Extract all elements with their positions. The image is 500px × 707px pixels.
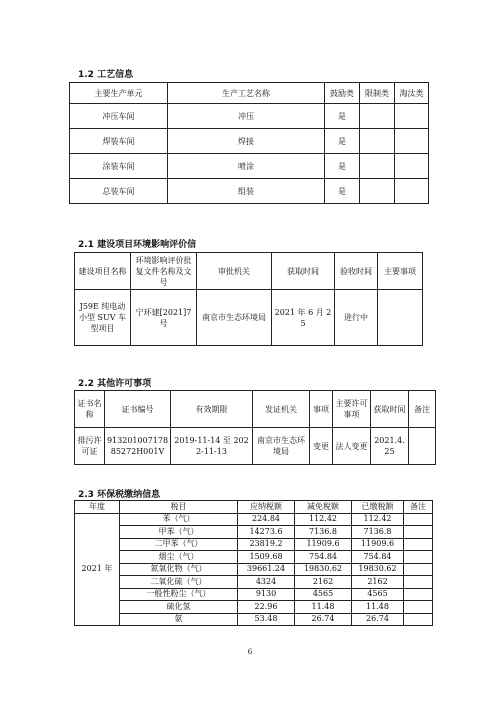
table-cell: 26.74 <box>352 613 404 626</box>
table-cell: 53.48 <box>238 613 295 626</box>
table-row <box>70 179 429 204</box>
table-cell: 氮氧化物（气） <box>120 563 238 576</box>
column-header: 主要事项 <box>378 253 423 290</box>
table-row <box>75 613 433 626</box>
table-cell: 39661.24 <box>238 563 295 576</box>
column-header: 主要生产单元 <box>70 83 168 104</box>
table-cell: 2162 <box>352 576 404 589</box>
table-cell: 26.74 <box>295 613 352 626</box>
table-cell <box>404 601 433 614</box>
section-title-tax: 2.3 环保税缴纳信息 <box>78 490 161 500</box>
table-cell: 19830.62 <box>352 563 404 576</box>
table-cell <box>404 588 433 601</box>
page-number: 6 <box>247 648 253 656</box>
column-header: 淘汰类 <box>395 83 429 104</box>
table-cell: 7136.8 <box>352 526 404 539</box>
table-cell: 4565 <box>352 588 404 601</box>
table-cell <box>409 428 436 465</box>
table-cell: 排污许可证 <box>75 428 105 465</box>
table-row <box>75 588 433 601</box>
table-cell: 224.84 <box>238 513 295 526</box>
table-cell <box>360 154 395 179</box>
table-cell: 11909.6 <box>352 538 404 551</box>
table-cell: 喷涂 <box>168 154 325 179</box>
permit-table <box>74 390 436 465</box>
table-cell: 4565 <box>295 588 352 601</box>
table-cell <box>404 551 433 564</box>
table-cell: 19830.62 <box>295 563 352 576</box>
table-cell: 变更 <box>310 428 333 465</box>
table-cell: 法人变更 <box>333 428 371 465</box>
column-header: 建设项目名称 <box>75 253 131 290</box>
column-header: 年度 <box>75 501 120 514</box>
table-cell: 烟尘（气） <box>120 551 238 564</box>
table-cell: 是 <box>325 104 360 129</box>
column-header: 事项 <box>310 391 333 428</box>
section-title-process: 1.2 工艺信息 <box>78 70 134 80</box>
column-header: 税目 <box>120 501 238 514</box>
table-cell: 91320100717885272H001V <box>105 428 171 465</box>
column-header: 证书编号 <box>105 391 171 428</box>
column-header: 获取时间 <box>272 253 335 290</box>
table-cell: 南京市生态环境局 <box>197 290 272 346</box>
table-cell: 总装车间 <box>70 179 168 204</box>
table-cell: 二氧化硫（气） <box>120 576 238 589</box>
column-header: 证书名称 <box>75 391 105 428</box>
table-cell: 11909.6 <box>295 538 352 551</box>
column-header: 发证机关 <box>253 391 310 428</box>
table-cell <box>395 104 429 129</box>
table-cell: 7136.8 <box>295 526 352 539</box>
table-cell <box>360 179 395 204</box>
table-header-row <box>75 391 436 428</box>
table-cell: 进行中 <box>335 290 378 346</box>
table-cell: 宁环建[2021]7号 <box>131 290 197 346</box>
table-row <box>75 563 433 576</box>
table-cell <box>404 576 433 589</box>
table-row <box>75 428 436 465</box>
table-cell: 二甲苯（气） <box>120 538 238 551</box>
table-cell: 苯（气） <box>120 513 238 526</box>
table-cell <box>360 104 395 129</box>
process-table <box>69 82 429 204</box>
column-header: 获取时间 <box>371 391 409 428</box>
table-cell: J59E 纯电动小型 SUV 车型项目 <box>75 290 131 346</box>
column-header: 环境影响评价批复文件名称及文号 <box>131 253 197 290</box>
table-cell: 2021.4.25 <box>371 428 409 465</box>
table-cell: 4324 <box>238 576 295 589</box>
table-row <box>70 154 429 179</box>
column-header: 限制类 <box>360 83 395 104</box>
table-cell: 南京市生态环境局 <box>253 428 310 465</box>
table-cell <box>404 613 433 626</box>
table-cell <box>404 513 433 526</box>
table-cell <box>404 526 433 539</box>
table-cell: 1509.68 <box>238 551 295 564</box>
table-cell: 112.42 <box>352 513 404 526</box>
table-row <box>75 290 423 346</box>
table-cell <box>395 154 429 179</box>
table-row <box>70 104 429 129</box>
table-row <box>70 129 429 154</box>
column-header: 已缴税额 <box>352 501 404 514</box>
table-cell: 23819.2 <box>238 538 295 551</box>
table-header-row <box>75 501 433 514</box>
table-cell: 14273.6 <box>238 526 295 539</box>
table-row <box>75 551 433 564</box>
table-cell: 2019-11-14 至 2022-11-13 <box>171 428 253 465</box>
column-header: 减免税额 <box>295 501 352 514</box>
column-header: 鼓励类 <box>325 83 360 104</box>
table-cell <box>404 538 433 551</box>
table-row <box>75 513 433 526</box>
table-cell: 冲压 <box>168 104 325 129</box>
table-cell: 2021 年 6 月 25 <box>272 290 335 346</box>
column-header: 主要许可事项 <box>333 391 371 428</box>
column-header: 备注 <box>404 501 433 514</box>
table-header-row <box>70 83 429 104</box>
table-cell: 754.84 <box>295 551 352 564</box>
table-row <box>75 526 433 539</box>
table-row <box>75 576 433 589</box>
table-cell: 焊装车间 <box>70 129 168 154</box>
table-cell: 2162 <box>295 576 352 589</box>
table-cell: 是 <box>325 154 360 179</box>
table-cell: 11.48 <box>352 601 404 614</box>
table-cell: 氨 <box>120 613 238 626</box>
table-cell: 是 <box>325 129 360 154</box>
table-cell: 754.84 <box>352 551 404 564</box>
table-cell <box>395 129 429 154</box>
table-cell: 焊接 <box>168 129 325 154</box>
table-cell: 冲压车间 <box>70 104 168 129</box>
table-cell <box>378 290 423 346</box>
table-cell: 组装 <box>168 179 325 204</box>
table-cell: 是 <box>325 179 360 204</box>
tax-table <box>74 500 433 626</box>
column-header: 有效期限 <box>171 391 253 428</box>
table-cell <box>360 129 395 154</box>
table-cell: 一般性粉尘（气） <box>120 588 238 601</box>
section-title-permit: 2.2 其他许可事项 <box>78 379 152 389</box>
column-header: 应纳税额 <box>238 501 295 514</box>
year-cell: 2021 年 <box>75 513 120 626</box>
section-title-eia: 2.1 建设项目环境影响评价信 <box>78 240 197 250</box>
table-header-row <box>75 253 423 290</box>
table-row <box>75 538 433 551</box>
eia-table <box>74 252 423 346</box>
table-cell: 硫化氢 <box>120 601 238 614</box>
table-cell <box>404 563 433 576</box>
table-cell: 9130 <box>238 588 295 601</box>
table-row <box>75 601 433 614</box>
table-cell: 11.48 <box>295 601 352 614</box>
table-cell: 甲苯（气） <box>120 526 238 539</box>
table-cell: 22.96 <box>238 601 295 614</box>
column-header: 验收时间 <box>335 253 378 290</box>
column-header: 生产工艺名称 <box>168 83 325 104</box>
table-cell: 涂装车间 <box>70 154 168 179</box>
column-header: 审批机关 <box>197 253 272 290</box>
table-cell <box>395 179 429 204</box>
table-cell: 112.42 <box>295 513 352 526</box>
column-header: 备注 <box>409 391 436 428</box>
